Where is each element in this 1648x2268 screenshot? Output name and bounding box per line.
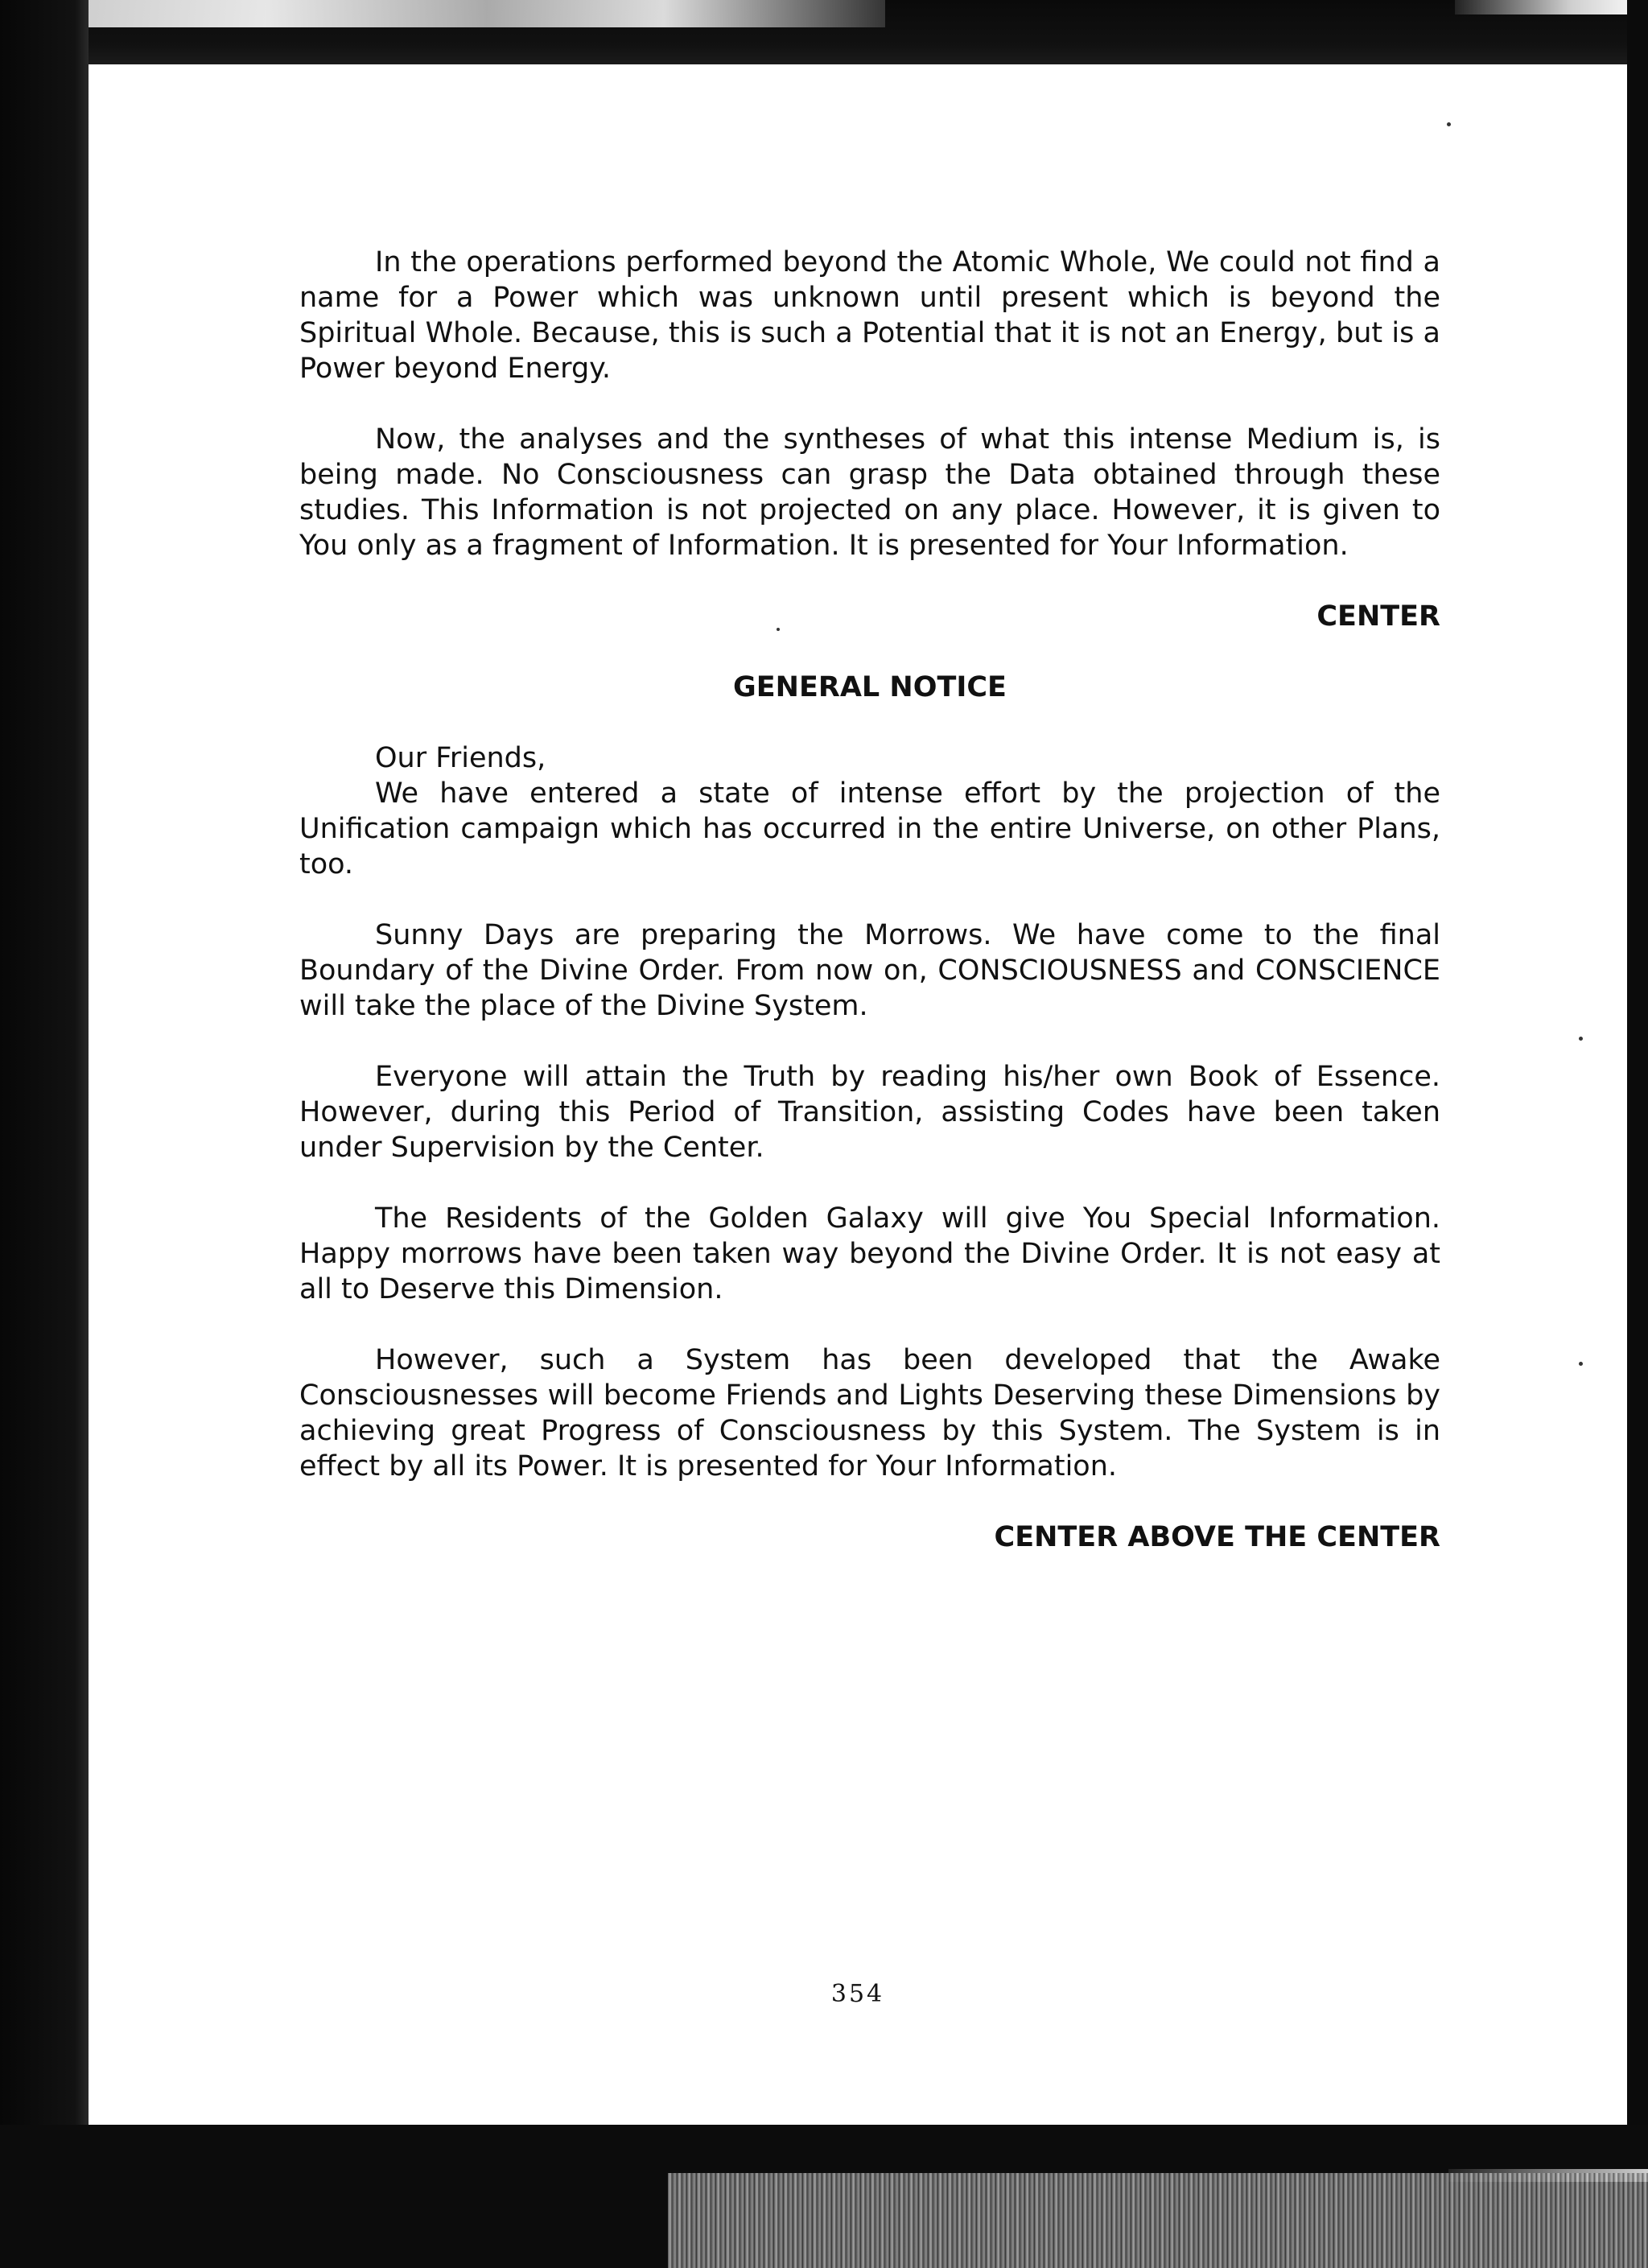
scan-streak bbox=[0, 0, 885, 27]
document-page bbox=[89, 64, 1627, 2125]
scan-speck bbox=[1579, 1037, 1583, 1041]
body-paragraph: The Residents of the Golden Galaxy will give You Special Information. Happy morrows have been taken way beyond the Divine Order. It is not easy at all to Deserve this Dimension. bbox=[299, 1202, 1440, 1305]
body-paragraph: Sunny Days are preparing the Morrows. We have come to the final Boundary of the Divine Order. From now on, CONSCIOUSNESS and CONSCIENCE will take the place of the Divine System. bbox=[299, 919, 1440, 1022]
scan-border-top bbox=[0, 0, 1648, 64]
signature: CENTER ABOVE THE CENTER bbox=[994, 1521, 1440, 1553]
body-paragraph: In the operations performed beyond the Atomic Whole, We could not find a name for a Power which was unknown until present which is beyond the Spiritual Whole. Because, this is such a Potential that it is not an Energy, but is a Power beyond Energy. bbox=[299, 246, 1440, 385]
scan-speck bbox=[1579, 1362, 1583, 1366]
scan-border-left bbox=[0, 0, 89, 2268]
scan-border-bottom bbox=[0, 2125, 1648, 2268]
body-paragraph: However, such a System has been developed that the Awake Consciousnesses will become Friends and Lights Deserving these Dimensions by achieving great Progress of Consciousness by this System. The System is in effect by all its Power. It is presented for Your Information. bbox=[299, 1344, 1440, 1482]
body-paragraph: Now, the analyses and the syntheses of what this intense Medium is, is being made. No Consciousness can grasp the Data obtained through these studies. This Information is not projected on any place. However, it is given to You only as a fragment of Information. It is presented for Your Information. bbox=[299, 423, 1440, 562]
scan-noise bbox=[668, 2173, 1648, 2268]
scan-speck bbox=[1447, 122, 1451, 126]
body-paragraph: Everyone will attain the Truth by reading his/her own Book of Essence. However, during this Period of Transition, assisting Codes have been taken under Supervision by the Center. bbox=[299, 1061, 1440, 1164]
section-heading: GENERAL NOTICE bbox=[733, 671, 1007, 703]
scan-streak bbox=[1455, 0, 1648, 14]
document-body bbox=[299, 245, 1440, 1590]
salutation: Our Friends, bbox=[375, 742, 546, 774]
page-number: 354 bbox=[830, 1980, 885, 2008]
scan-border-right bbox=[1627, 0, 1648, 2268]
body-paragraph: We have entered a state of intense effort by the projection of the Unification campaign which has occurred in the entire Universe, on other Plans, too. bbox=[299, 777, 1440, 880]
signature: CENTER bbox=[1316, 600, 1440, 633]
